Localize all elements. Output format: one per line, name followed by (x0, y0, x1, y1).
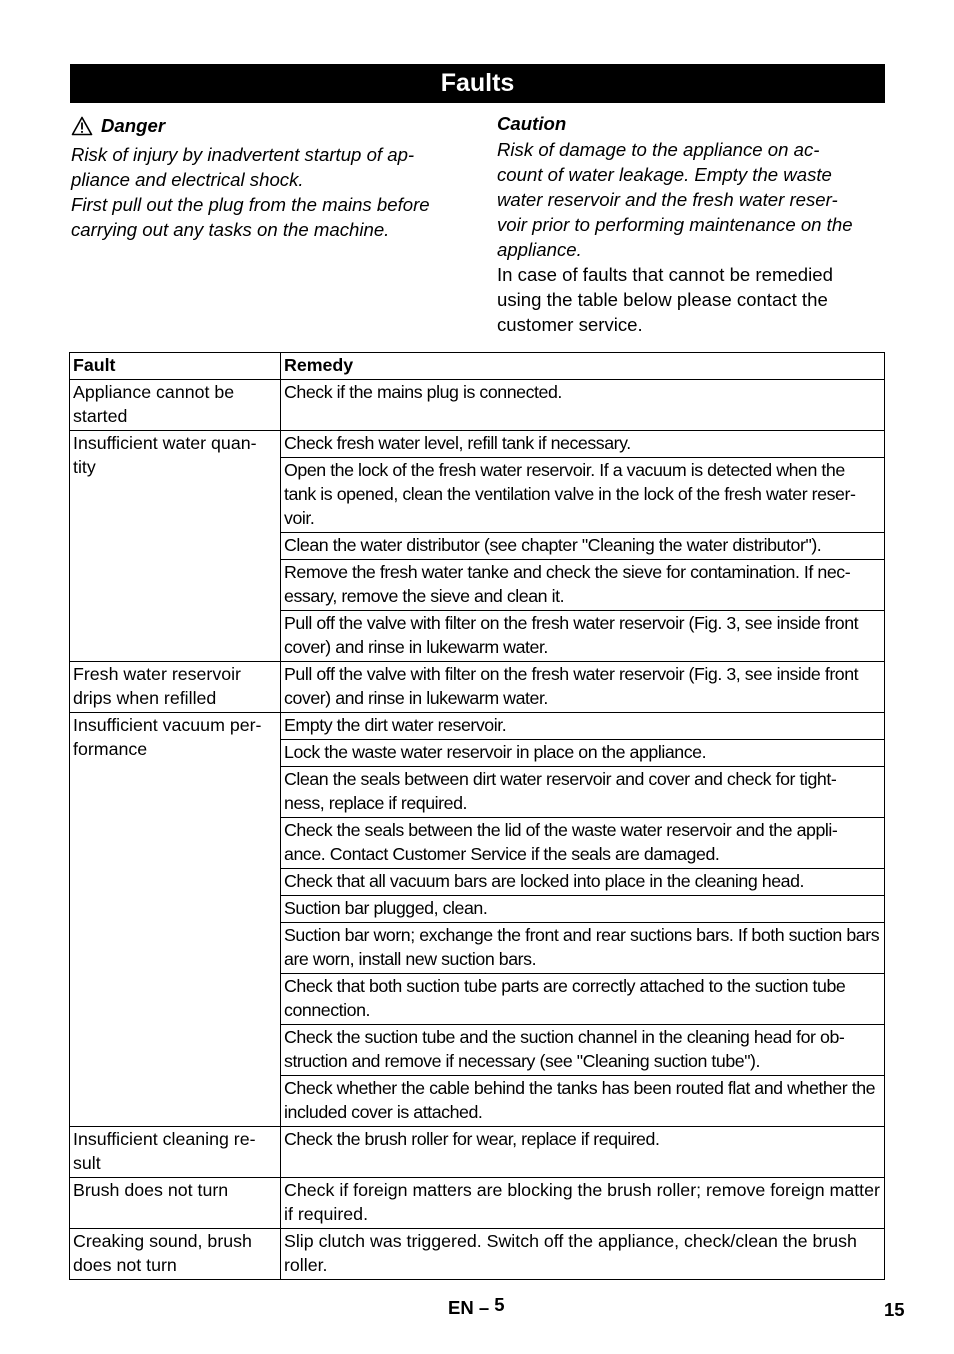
caution-heading: Caution (497, 112, 567, 134)
danger-heading: Danger (101, 115, 166, 136)
remedy-cell: Check that both suction tube parts are correctly attached to the suction tube connection. (281, 974, 885, 1025)
caution-line: voir prior to performing maintenance on the (497, 214, 853, 235)
remedy-cell: Clean the seals between dirt water reservoir and cover and check for tight- ness, replace if required. (281, 767, 885, 818)
table-header-row (70, 353, 885, 380)
service-note-line: In case of faults that cannot be remedied (497, 264, 833, 285)
column-header-fault: Fault (70, 353, 281, 380)
danger-line: carrying out any tasks on the machine. (71, 219, 390, 240)
table-row (70, 1178, 885, 1229)
remedy-cell: Check fresh water level, refill tank if necessary. (281, 431, 885, 458)
faults-table-body (70, 380, 885, 1280)
remedy-cell: Check if the mains plug is connected. (281, 380, 885, 431)
fault-cell: Insufficient vacuum per- formance (70, 713, 281, 1127)
remedy-cell: Pull off the valve with filter on the fresh water reservoir (Fig. 3, see inside front cover) and rinse in lukewarm water. (281, 662, 885, 713)
table-row (70, 713, 885, 740)
remedy-cell: Check the brush roller for wear, replace if required. (281, 1127, 885, 1178)
footer-section-label (448, 1294, 505, 1319)
caution-line: count of water leakage. Empty the waste (497, 164, 832, 185)
fault-cell: Fresh water reservoir drips when refilled (70, 662, 281, 713)
remedy-cell: Empty the dirt water reservoir. (281, 713, 885, 740)
service-note-line: customer service. (497, 314, 643, 335)
fault-cell: Creaking sound, brush does not turn (70, 1229, 281, 1280)
remedy-cell: Clean the water distributor (see chapter "Cleaning the water distributor"). (281, 533, 885, 560)
warning-triangle-icon (71, 116, 93, 136)
danger-heading-row (71, 113, 476, 138)
remedy-cell: Check if foreign matters are blocking the brush roller; remove foreign matter if required. (281, 1178, 885, 1229)
page-title: Faults (70, 64, 885, 103)
remedy-cell: Suction bar worn; exchange the front and rear suctions bars. If both suction bars are worn, install new suction bars. (281, 923, 885, 974)
remedy-cell: Lock the waste water reservoir in place on the appliance. (281, 740, 885, 767)
column-header-remedy: Remedy (281, 353, 885, 380)
danger-line: Risk of injury by inadvertent startup of ap- (71, 144, 415, 165)
fault-cell: Insufficient water quan- tity (70, 431, 281, 662)
table-row (70, 431, 885, 458)
remedy-cell: Check the suction tube and the suction channel in the cleaning head for ob- struction and remove if necessary (see "Cleaning suction tube"). (281, 1025, 885, 1076)
footer-lang: EN (448, 1297, 474, 1318)
remedy-cell: Remove the fresh water tanke and check the sieve for contamination. If nec- essary, remove the sieve and clean it. (281, 560, 885, 611)
danger-notice (71, 113, 476, 242)
footer-dash: – (478, 1297, 490, 1318)
remedy-cell: Open the lock of the fresh water reservoir. If a vacuum is detected when the tank is opened, clean the ventilation valve in the lock of the fresh water reser- voir. (281, 458, 885, 533)
remedy-cell: Check that all vacuum bars are locked into place in the cleaning head. (281, 869, 885, 896)
caution-notice (497, 113, 892, 337)
danger-line: First pull out the plug from the mains before (71, 194, 430, 215)
danger-line: pliance and electrical shock. (71, 169, 304, 190)
page-number: 15 (884, 1299, 905, 1320)
remedy-cell: Slip clutch was triggered. Switch off the appliance, check/clean the brush roller. (281, 1229, 885, 1280)
caution-line: Risk of damage to the appliance on ac- (497, 139, 820, 160)
table-row (70, 1229, 885, 1280)
caution-line: water reservoir and the fresh water reser- (497, 189, 838, 210)
service-note-line: using the table below please contact the (497, 289, 828, 310)
fault-cell: Insufficient cleaning re- sult (70, 1127, 281, 1178)
fault-cell: Brush does not turn (70, 1178, 281, 1229)
table-row (70, 380, 885, 431)
remedy-cell: Check the seals between the lid of the waste water reservoir and the appli- ance. Contact Customer Service if the seals are damaged. (281, 818, 885, 869)
remedy-cell: Pull off the valve with filter on the fresh water reservoir (Fig. 3, see inside front cover) and rinse in lukewarm water. (281, 611, 885, 662)
remedy-cell: Check whether the cable behind the tanks has been routed flat and whether the included cover is attached. (281, 1076, 885, 1127)
table-row (70, 662, 885, 713)
table-row (70, 1127, 885, 1178)
remedy-cell: Suction bar plugged, clean. (281, 896, 885, 923)
footer-section-page: 5 (494, 1294, 505, 1315)
caution-line: appliance. (497, 239, 582, 260)
faults-table (69, 352, 885, 1280)
fault-cell: Appliance cannot be started (70, 380, 281, 431)
